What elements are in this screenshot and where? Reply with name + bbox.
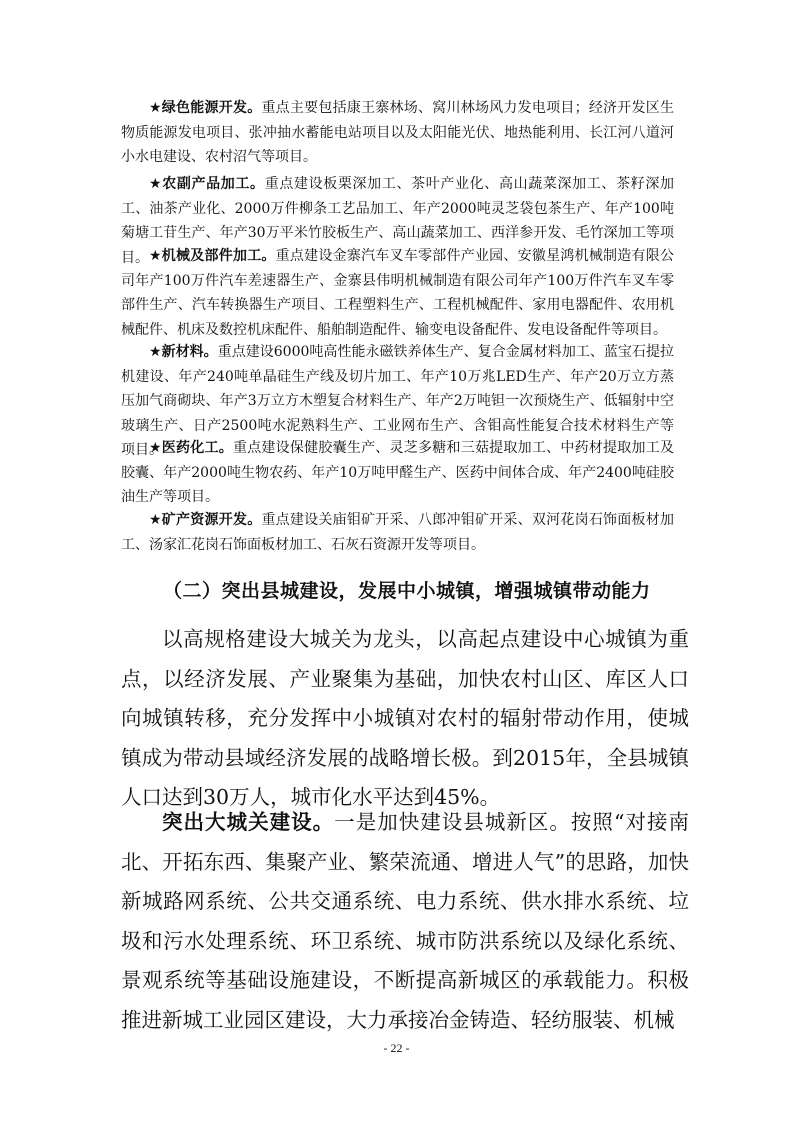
item-text: 重点建设6000吨高性能永磁铁养体生产、复合金属材料加工、蓝宝石提拉机建设、年产240吨单晶硅生产线及切片加工、年产10万兆LED生产、年产20万立方蒸压加气商砌块、年产3万立方木塑复合材料生产、年产2万吨钽一次预烧生产、低辐射中空玻璃生产、日产2500吨水泥熟料生产、工业网布生产、含钼高性能复合技术材料生产等项目。 <box>121 344 674 458</box>
page-number: - 22 - <box>383 1041 410 1055</box>
paragraph-urbanization: 以高规格建设大城关为龙头，以高起点建设中心城镇为重点，以经济发展、产业聚集为基础，加快农村山区、库区人口向城镇转移，充分发挥中小城镇对农村的辐射带动作用，使城镇成为带动县域经济发展的战略增长极。到2015年，全县城镇人口达到30万人，城市化水平达到45%。 <box>121 627 689 809</box>
item-text: 重点建设金寨汽车叉车零部件产业园、安徽星鸿机械制造有限公司年产100万件汽车差速器生产、金寨县伟明机械制造有限公司年产100万件汽车叉车零部件生产、汽车转换器生产项目、工程塑料生产、工程机械配件、家用电器配件、农用机械配件、机床及数控机床配件、船舶制造配件、输变电设备配件、发电设备配件等项目。 <box>121 248 674 338</box>
item-lead: ★医药化工。 <box>149 440 233 456</box>
item-text: 重点建设关庙钼矿开采、八郎冲钼矿开采、双河花岗石饰面板材加工、汤家汇花岗石饰面板材加工、石灰石资源开发等项目。 <box>121 512 674 553</box>
item-lead: ★矿产资源开发。 <box>149 512 262 528</box>
item-text: 重点建设板栗深加工、茶叶产业化、高山蔬菜深加工、茶籽深加工、油茶产业化、2000万件柳条工艺品加工、年产2000吨灵芝袋包茶生产、年产100吨菊塘工苷生产、年产30万平米竹胶板生产、高山蔬菜加工、西洋参开发、毛竹深加工等项目。 <box>121 176 674 266</box>
paragraph-lead: 突出大城关建设。 <box>162 810 335 834</box>
item-machinery <box>121 244 674 342</box>
item-lead: ★农副产品加工。 <box>149 176 265 192</box>
item-lead: ★机械及部件加工。 <box>149 248 276 264</box>
item-lead: ★绿色能源开发。 <box>149 100 262 116</box>
item-pharma-chem <box>121 436 674 510</box>
section-heading: （二）突出县城建设，发展中小城镇，增强城镇带动能力 <box>163 580 651 602</box>
item-mining <box>121 508 674 557</box>
paragraph-text: 一是加快建设县城新区。按照“对接南北、开拓东西、集聚产业、繁荣流通、增进人气”的思路，加快新城路网系统、公共交通系统、电力系统、供水排水系统、垃圾和污水处理系统、环卫系统、城市防洪系统以及绿化系统、景观系统等基础设施建设，不断提高新城区的承载能力。积极推进新城工业园区建设，大力承接冶金铸造、轻纺服装、机械 <box>121 810 689 1032</box>
item-text: 重点主要包括康王寨林场、窝川林场风力发电项目；经济开发区生物质能源发电项目、张冲抽水蓄能电站项目以及太阳能光伏、地热能利用、长江河八道河小水电建设、农村沼气等项目。 <box>121 100 674 165</box>
item-text: 重点建设保健胶囊生产、灵芝多糖和三菇提取加工、中药材提取加工及胶囊、年产2000吨生物农药、年产10万吨甲醛生产、医药中间体合成、年产2400吨硅胶油生产等项目。 <box>121 440 674 505</box>
paragraph-city-construction <box>121 803 689 1040</box>
item-lead: ★新材料。 <box>149 344 218 360</box>
item-green-energy <box>121 96 674 170</box>
